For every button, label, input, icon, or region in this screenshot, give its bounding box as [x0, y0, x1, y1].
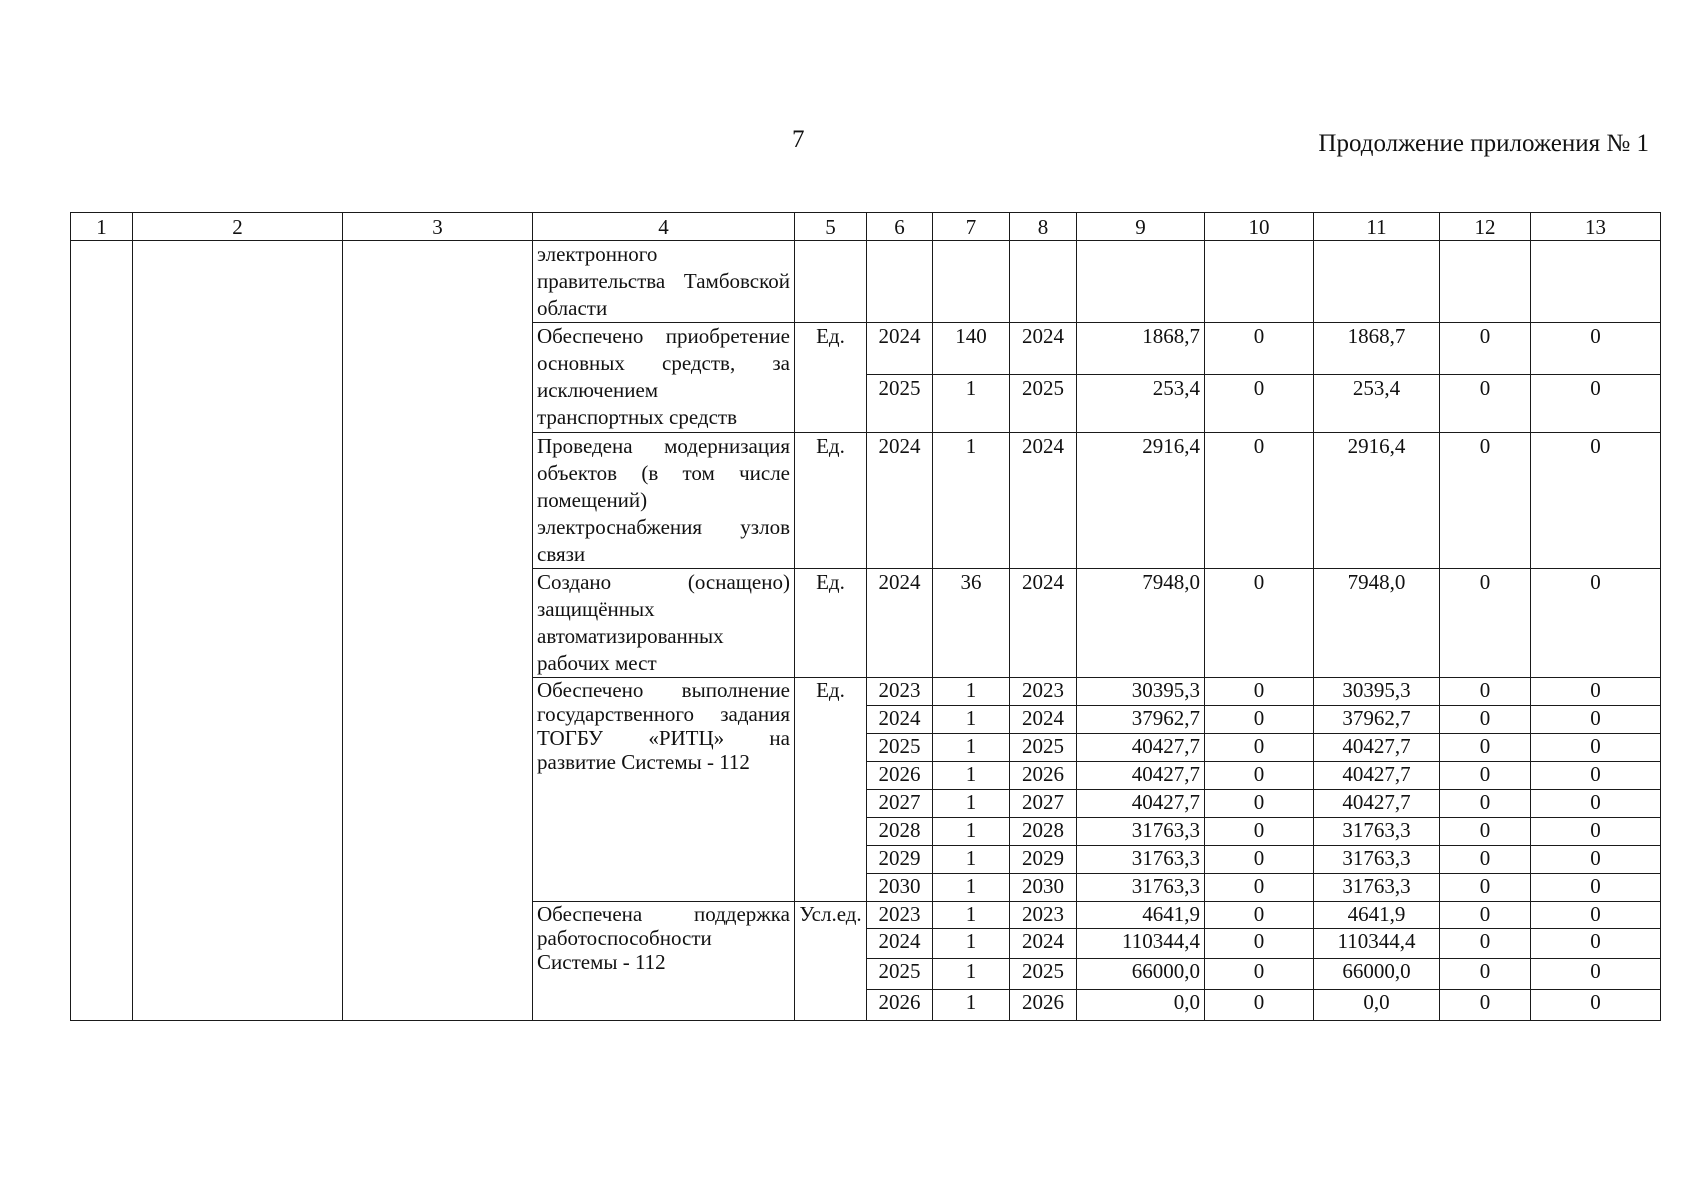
value-c6: 2024 [867, 323, 933, 375]
value-c8: 2028 [1010, 818, 1077, 846]
column-number-12: 12 [1440, 213, 1531, 241]
empty-cell [1010, 241, 1077, 323]
value-c8: 2027 [1010, 790, 1077, 818]
column-number-1: 1 [71, 213, 133, 241]
value-c6: 2026 [867, 990, 933, 1021]
value-c13: 0 [1531, 874, 1661, 902]
value-c11: 31763,3 [1314, 846, 1440, 874]
value-c9: 253,4 [1077, 375, 1205, 433]
value-c8: 2025 [1010, 375, 1077, 433]
value-c13: 0 [1531, 959, 1661, 990]
column-number-row [71, 213, 1661, 241]
table-row [71, 241, 1661, 323]
value-c13: 0 [1531, 846, 1661, 874]
value-c7: 1 [933, 959, 1010, 990]
value-c7: 1 [933, 433, 1010, 569]
value-c13: 0 [1531, 433, 1661, 569]
value-c11: 40427,7 [1314, 790, 1440, 818]
value-c6: 2029 [867, 846, 933, 874]
value-c10: 0 [1205, 818, 1314, 846]
column-number-13: 13 [1531, 213, 1661, 241]
value-c9: 31763,3 [1077, 846, 1205, 874]
indicator-description: Обеспечена поддержка работоспособности Системы - 112 [533, 902, 795, 1021]
value-c9: 7948,0 [1077, 569, 1205, 678]
value-c11: 40427,7 [1314, 734, 1440, 762]
column-number-3: 3 [343, 213, 533, 241]
value-c10: 0 [1205, 929, 1314, 959]
value-c12: 0 [1440, 846, 1531, 874]
value-c10: 0 [1205, 734, 1314, 762]
value-c13: 0 [1531, 734, 1661, 762]
appendix-table [70, 212, 1661, 1021]
value-c9: 110344,4 [1077, 929, 1205, 959]
value-c7: 1 [933, 790, 1010, 818]
value-c7: 1 [933, 929, 1010, 959]
value-c7: 1 [933, 706, 1010, 734]
value-c6: 2026 [867, 762, 933, 790]
value-c13: 0 [1531, 762, 1661, 790]
value-c12: 0 [1440, 902, 1531, 929]
value-c11: 31763,3 [1314, 818, 1440, 846]
value-c9: 66000,0 [1077, 959, 1205, 990]
value-c9: 30395,3 [1077, 678, 1205, 706]
column-number-4: 4 [533, 213, 795, 241]
value-c6: 2028 [867, 818, 933, 846]
value-c7: 140 [933, 323, 1010, 375]
value-c13: 0 [1531, 323, 1661, 375]
value-c6: 2023 [867, 902, 933, 929]
value-c12: 0 [1440, 569, 1531, 678]
column-number-10: 10 [1205, 213, 1314, 241]
column-number-2: 2 [133, 213, 343, 241]
value-c12: 0 [1440, 790, 1531, 818]
value-c10: 0 [1205, 323, 1314, 375]
value-c11: 4641,9 [1314, 902, 1440, 929]
value-c6: 2023 [867, 678, 933, 706]
col-1-cell [71, 241, 133, 1021]
value-c8: 2024 [1010, 569, 1077, 678]
empty-cell [795, 241, 867, 323]
col-2-cell [133, 241, 343, 1021]
unit-of-measure: Ед. [795, 678, 867, 902]
value-c10: 0 [1205, 706, 1314, 734]
value-c8: 2024 [1010, 323, 1077, 375]
empty-cell [1205, 241, 1314, 323]
appendix-title: Продолжение приложения № 1 [1318, 130, 1649, 157]
value-c12: 0 [1440, 874, 1531, 902]
value-c7: 1 [933, 678, 1010, 706]
value-c12: 0 [1440, 678, 1531, 706]
value-c11: 30395,3 [1314, 678, 1440, 706]
value-c12: 0 [1440, 959, 1531, 990]
empty-cell [933, 241, 1010, 323]
value-c11: 37962,7 [1314, 706, 1440, 734]
empty-cell [1440, 241, 1531, 323]
col-3-cell [343, 241, 533, 1021]
value-c9: 40427,7 [1077, 762, 1205, 790]
value-c9: 31763,3 [1077, 874, 1205, 902]
value-c13: 0 [1531, 990, 1661, 1021]
value-c8: 2025 [1010, 734, 1077, 762]
unit-of-measure: Ед. [795, 433, 867, 569]
value-c7: 1 [933, 902, 1010, 929]
unit-of-measure: Усл.ед. [795, 902, 867, 1021]
value-c7: 1 [933, 762, 1010, 790]
value-c9: 2916,4 [1077, 433, 1205, 569]
value-c11: 2916,4 [1314, 433, 1440, 569]
value-c11: 0,0 [1314, 990, 1440, 1021]
value-c12: 0 [1440, 929, 1531, 959]
value-c12: 0 [1440, 734, 1531, 762]
value-c6: 2024 [867, 569, 933, 678]
value-c12: 0 [1440, 323, 1531, 375]
value-c13: 0 [1531, 818, 1661, 846]
value-c6: 2030 [867, 874, 933, 902]
value-c11: 40427,7 [1314, 762, 1440, 790]
value-c10: 0 [1205, 762, 1314, 790]
value-c10: 0 [1205, 790, 1314, 818]
value-c11: 253,4 [1314, 375, 1440, 433]
value-c13: 0 [1531, 929, 1661, 959]
value-c11: 31763,3 [1314, 874, 1440, 902]
value-c6: 2027 [867, 790, 933, 818]
value-c13: 0 [1531, 569, 1661, 678]
column-number-9: 9 [1077, 213, 1205, 241]
value-c7: 36 [933, 569, 1010, 678]
page-number: 7 [792, 126, 805, 153]
indicator-description: Обеспечено приобретение основных средств, за исключением транспортных средств [533, 323, 795, 433]
value-c8: 2024 [1010, 433, 1077, 569]
indicator-description: Создано (оснащено) защищённых автоматизированных рабочих мест [533, 569, 795, 678]
value-c6: 2025 [867, 375, 933, 433]
unit-of-measure: Ед. [795, 569, 867, 678]
column-number-6: 6 [867, 213, 933, 241]
value-c8: 2030 [1010, 874, 1077, 902]
value-c7: 1 [933, 846, 1010, 874]
value-c7: 1 [933, 990, 1010, 1021]
value-c10: 0 [1205, 902, 1314, 929]
value-c9: 0,0 [1077, 990, 1205, 1021]
value-c7: 1 [933, 375, 1010, 433]
value-c6: 2024 [867, 929, 933, 959]
value-c10: 0 [1205, 375, 1314, 433]
value-c6: 2024 [867, 706, 933, 734]
empty-cell [1077, 241, 1205, 323]
value-c8: 2024 [1010, 929, 1077, 959]
value-c8: 2024 [1010, 706, 1077, 734]
value-c8: 2023 [1010, 678, 1077, 706]
value-c10: 0 [1205, 846, 1314, 874]
value-c7: 1 [933, 818, 1010, 846]
value-c9: 1868,7 [1077, 323, 1205, 375]
value-c7: 1 [933, 874, 1010, 902]
value-c11: 66000,0 [1314, 959, 1440, 990]
value-c6: 2025 [867, 734, 933, 762]
value-c8: 2029 [1010, 846, 1077, 874]
value-c9: 40427,7 [1077, 734, 1205, 762]
value-c10: 0 [1205, 959, 1314, 990]
value-c9: 37962,7 [1077, 706, 1205, 734]
value-c8: 2026 [1010, 762, 1077, 790]
value-c7: 1 [933, 734, 1010, 762]
value-c11: 110344,4 [1314, 929, 1440, 959]
value-c11: 7948,0 [1314, 569, 1440, 678]
value-c12: 0 [1440, 433, 1531, 569]
column-number-7: 7 [933, 213, 1010, 241]
value-c12: 0 [1440, 818, 1531, 846]
value-c12: 0 [1440, 375, 1531, 433]
value-c12: 0 [1440, 706, 1531, 734]
value-c13: 0 [1531, 790, 1661, 818]
value-c13: 0 [1531, 706, 1661, 734]
unit-of-measure: Ед. [795, 323, 867, 433]
value-c10: 0 [1205, 990, 1314, 1021]
empty-cell [1531, 241, 1661, 323]
value-c9: 31763,3 [1077, 818, 1205, 846]
indicator-description: Обеспечено выполнение государственного задания ТОГБУ «РИТЦ» на развитие Системы - 112 [533, 678, 795, 902]
value-c8: 2025 [1010, 959, 1077, 990]
column-number-5: 5 [795, 213, 867, 241]
value-c10: 0 [1205, 433, 1314, 569]
empty-cell [867, 241, 933, 323]
value-c10: 0 [1205, 678, 1314, 706]
value-c12: 0 [1440, 762, 1531, 790]
value-c13: 0 [1531, 678, 1661, 706]
value-c6: 2025 [867, 959, 933, 990]
value-c13: 0 [1531, 902, 1661, 929]
value-c11: 1868,7 [1314, 323, 1440, 375]
column-number-11: 11 [1314, 213, 1440, 241]
value-c6: 2024 [867, 433, 933, 569]
indicator-description: Проведена модернизация объектов (в том числе помещений) электроснабжения узлов связи [533, 433, 795, 569]
continuation-text: электронного правительства Тамбовской области [533, 241, 795, 323]
value-c8: 2026 [1010, 990, 1077, 1021]
value-c12: 0 [1440, 990, 1531, 1021]
column-number-8: 8 [1010, 213, 1077, 241]
value-c9: 40427,7 [1077, 790, 1205, 818]
value-c10: 0 [1205, 874, 1314, 902]
value-c9: 4641,9 [1077, 902, 1205, 929]
value-c10: 0 [1205, 569, 1314, 678]
value-c8: 2023 [1010, 902, 1077, 929]
empty-cell [1314, 241, 1440, 323]
value-c13: 0 [1531, 375, 1661, 433]
